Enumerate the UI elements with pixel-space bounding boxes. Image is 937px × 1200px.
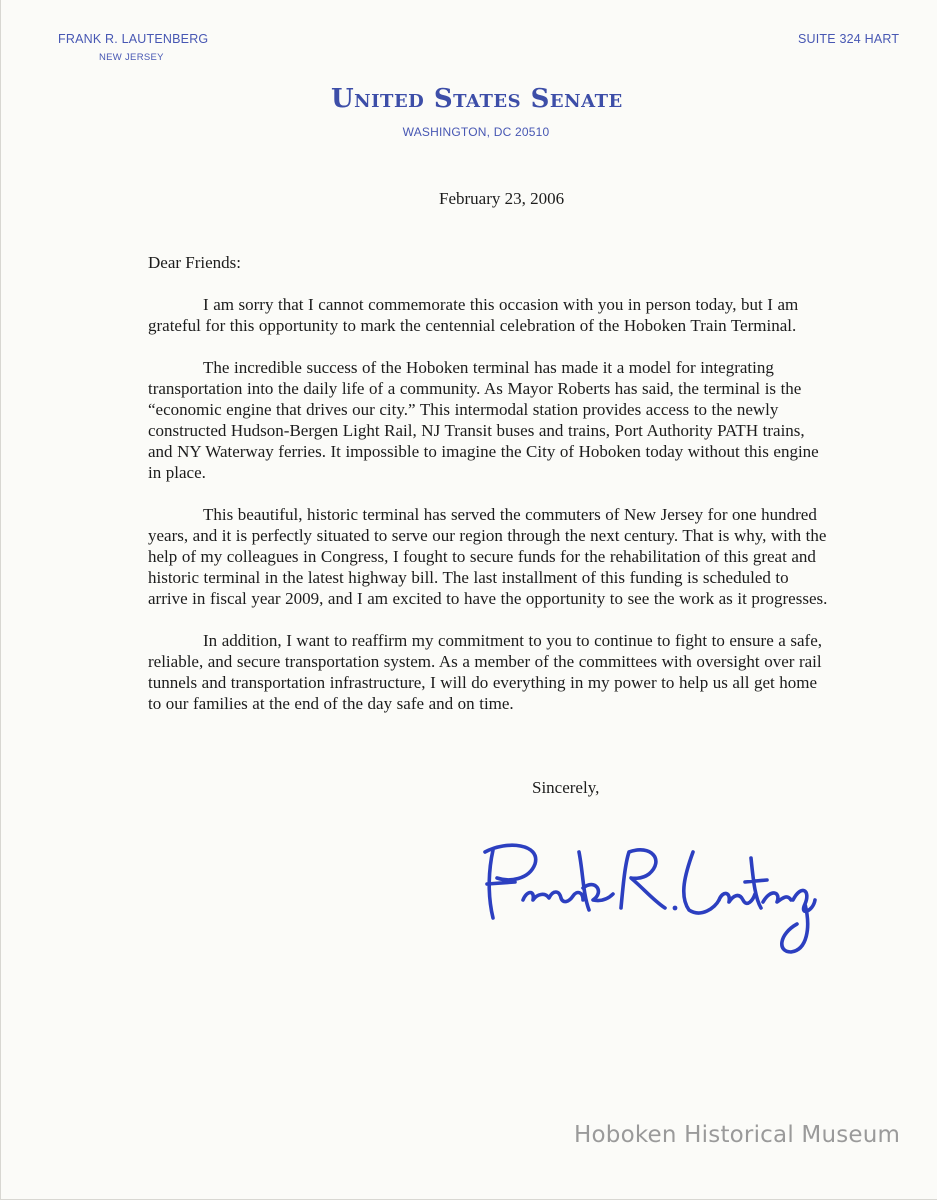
paragraph-2: The incredible success of the Hoboken terminal has made it a model for integrating transportation into the daily life of a community. As Mayor Roberts has said, the terminal is the “economic engine that drives our city.” This intermodal station provides access to the newly constructed Hudson-Bergen Light Rail, NJ Transit buses and trains, Port Authority PATH trains, and NY Waterway ferries. It impossible to imagine the City of Hoboken today without this engine in place. bbox=[148, 358, 819, 482]
signature-stroke-autenberg bbox=[719, 858, 815, 952]
letter-date: February 23, 2006 bbox=[439, 189, 565, 208]
salutation: Dear Friends: bbox=[148, 253, 242, 272]
letterhead-sender-state: NEW JERSEY bbox=[99, 52, 164, 63]
closing: Sincerely, bbox=[532, 778, 600, 797]
signature-stroke-dot bbox=[673, 906, 678, 911]
museum-watermark: Hoboken Historical Museum bbox=[574, 1122, 901, 1148]
letterhead-institution: United States Senate bbox=[331, 84, 623, 114]
letterhead-sender-name: FRANK R. LAUTENBERG bbox=[58, 32, 209, 46]
letterhead-office: SUITE 324 HART bbox=[798, 32, 900, 46]
handwritten-signature bbox=[479, 838, 824, 958]
signature-stroke-f bbox=[485, 845, 536, 918]
paragraph-1: I am sorry that I cannot commemorate this occasion with you in person today, but I am grateful for this opportunity to mark the centennial celebration of the Hoboken Train Terminal. bbox=[148, 295, 799, 335]
paragraph-3: This beautiful, historic terminal has served the commuters of New Jersey for one hundred years, and it is perfectly situated to serve our region through the next century. That is why, with the help of my colleagues in Congress, I fought to secure funds for the rehabilitation of this great and historic terminal in the latest highway bill. The last installment of this funding is scheduled to arrive in fiscal year 2009, and I am excited to have the opportunity to see the work as it progresses. bbox=[148, 505, 828, 608]
signature-stroke-r bbox=[621, 850, 665, 908]
signature-stroke-l bbox=[684, 852, 719, 913]
letter-body bbox=[148, 252, 828, 735]
paragraph-4: In addition, I want to reaffirm my commitment to you to continue to fight to ensure a safe, reliable, and secure transportation system. As a member of the committees with oversight over rail tunnels and transportation infrastructure, I will do everything in my power to help us all get home to our families at the end of the day safe and on time. bbox=[148, 631, 823, 713]
letterhead-city: WASHINGTON, DC 20510 bbox=[402, 125, 550, 139]
